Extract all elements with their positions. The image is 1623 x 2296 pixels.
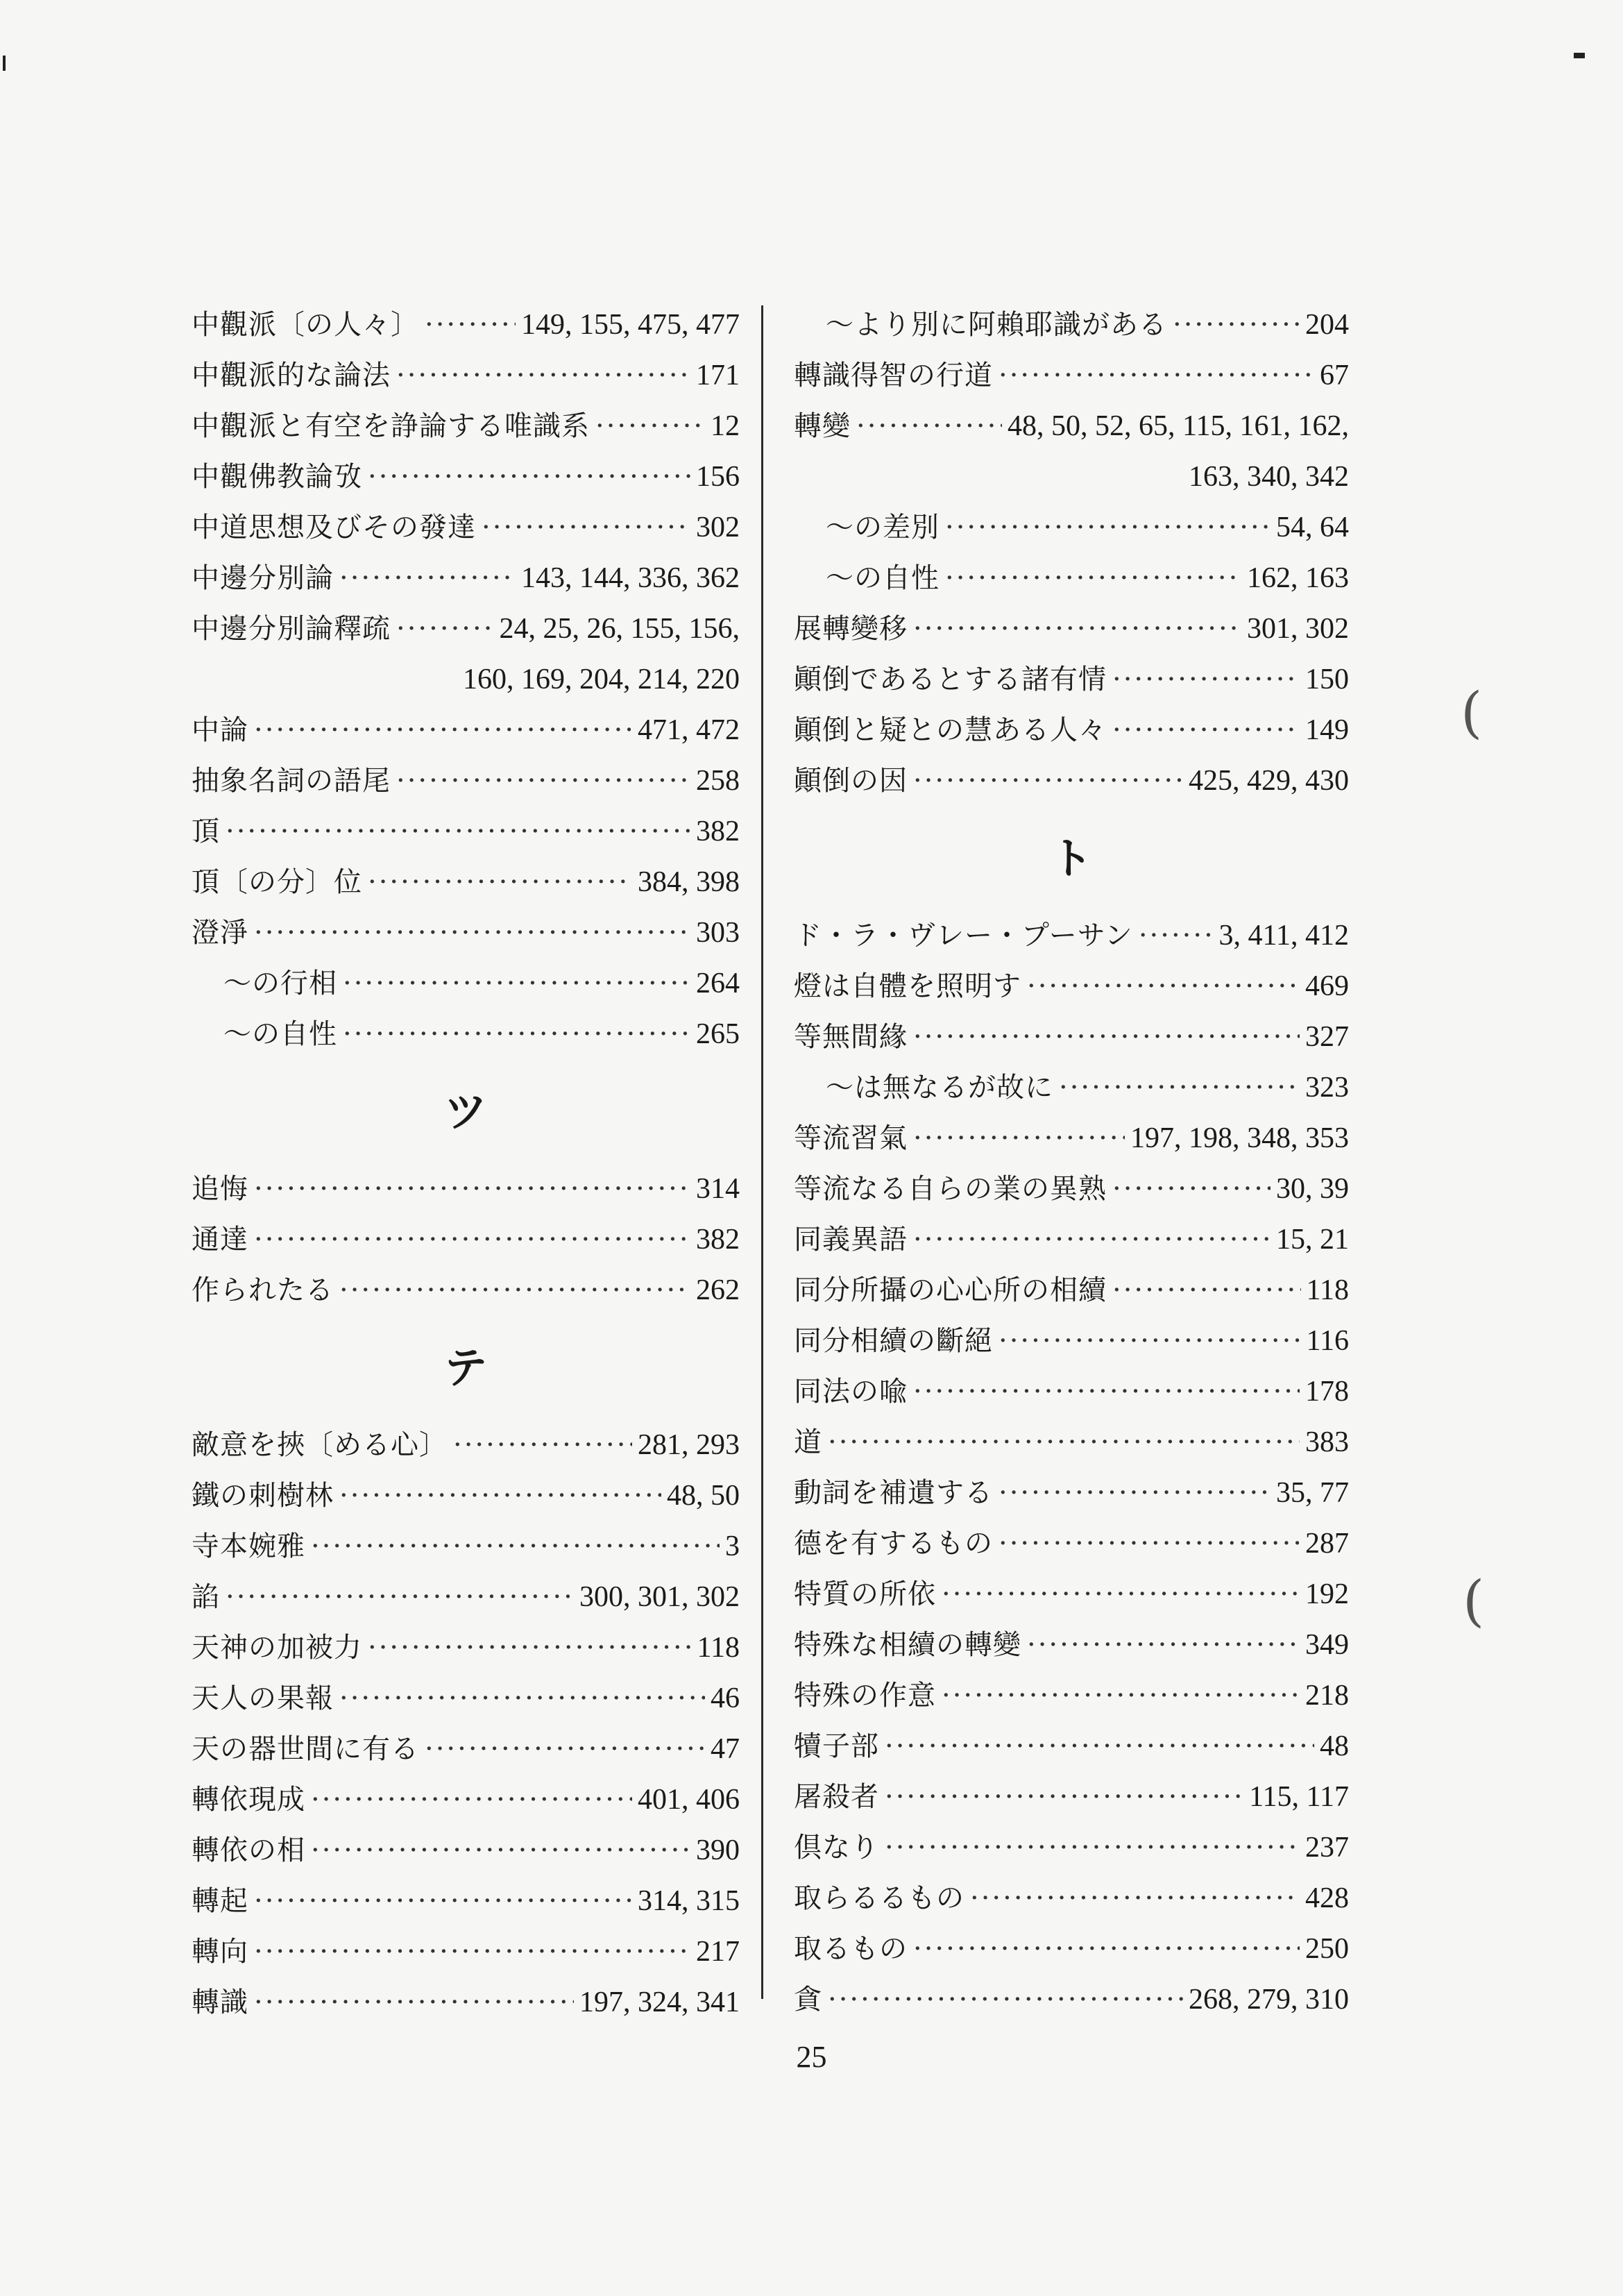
- index-entry: [192, 1724, 740, 1775]
- entry-term: 顚倒と疑との慧ある人々: [794, 714, 1107, 746]
- entry-pages: 118: [697, 1632, 740, 1664]
- entry-pages: 204: [1305, 309, 1349, 341]
- dot-leader: [856, 401, 1002, 452]
- entry-pages: 115, 117: [1249, 1781, 1349, 1813]
- dot-leader: [913, 1113, 1125, 1164]
- entry-pages: 281, 293: [638, 1429, 740, 1461]
- index-entry: [794, 1975, 1349, 2025]
- entry-term: 轉起: [192, 1885, 248, 1917]
- dot-leader: [343, 959, 690, 1009]
- entry-term: 頂: [192, 816, 220, 847]
- index-entry: [794, 604, 1349, 655]
- index-entry: [794, 1671, 1349, 1721]
- dot-leader: [482, 503, 690, 553]
- dot-leader: [913, 1924, 1300, 1975]
- index-entry: [192, 401, 740, 452]
- entry-pages: 237: [1305, 1832, 1349, 1864]
- index-entry: [192, 857, 740, 908]
- index-entry: [192, 553, 740, 604]
- entry-term: 取るもの: [794, 1933, 908, 1965]
- dot-leader: [254, 908, 690, 959]
- dot-leader: [1139, 911, 1214, 961]
- index-entry: [192, 1572, 740, 1623]
- entry-term: 轉向: [192, 1936, 248, 1968]
- index-subentry: [794, 553, 1349, 604]
- entry-pages: 12: [711, 410, 740, 442]
- entry-term: 同義異語: [794, 1224, 908, 1256]
- dot-leader: [1112, 705, 1300, 756]
- entry-pages: 54, 64: [1276, 512, 1349, 543]
- entry-term: 等無間緣: [794, 1021, 908, 1053]
- index-entry: [794, 1924, 1349, 1975]
- dot-leader: [999, 1468, 1271, 1519]
- index-entry: [192, 1876, 740, 1927]
- index-entry: [794, 1569, 1349, 1620]
- entry-pages: 48, 50, 52, 65, 115, 161, 162,: [1008, 410, 1349, 442]
- entry-pages: 149: [1305, 714, 1349, 746]
- entry-term: 轉依の相: [192, 1834, 305, 1866]
- dot-leader: [885, 1823, 1300, 1873]
- dot-leader: [913, 1012, 1300, 1063]
- index-subentry: [794, 1063, 1349, 1113]
- dot-leader: [885, 1772, 1243, 1823]
- dot-leader: [945, 503, 1271, 553]
- dot-leader: [1173, 300, 1300, 351]
- entry-pages: 3, 411, 412: [1218, 920, 1349, 952]
- entry-term: ～の差別: [826, 512, 940, 543]
- entry-pages: 469: [1305, 970, 1349, 1002]
- entry-term: 轉識得智の行道: [794, 360, 993, 391]
- dot-leader: [425, 1724, 705, 1775]
- entry-pages: 47: [711, 1733, 740, 1765]
- entry-term: 特質の所依: [794, 1578, 936, 1610]
- dot-leader: [339, 1265, 690, 1316]
- entry-pages: 35, 77: [1276, 1477, 1349, 1509]
- entry-pages: 118: [1306, 1274, 1349, 1306]
- dot-leader: [913, 1367, 1300, 1417]
- index-entry: [192, 503, 740, 553]
- dot-leader: [226, 807, 690, 857]
- entry-continuation-pages: 160, 169, 204, 214, 220: [463, 664, 740, 695]
- entry-term: 中觀派〔の人々〕: [192, 309, 419, 341]
- entry-term: ～の自性: [826, 562, 940, 594]
- entry-pages: 314, 315: [638, 1885, 740, 1917]
- dot-leader: [913, 1215, 1271, 1265]
- entry-term: ～は無なるが故に: [826, 1072, 1053, 1104]
- entry-pages: 425, 429, 430: [1189, 765, 1349, 797]
- dot-leader: [254, 1977, 574, 2028]
- entry-pages: 217: [696, 1936, 740, 1968]
- index-entry: [192, 1471, 740, 1521]
- entry-pages: 162, 163: [1247, 562, 1349, 594]
- index-entry: [192, 1521, 740, 1572]
- index-subentry: [192, 1009, 740, 1060]
- index-entry: [794, 1823, 1349, 1873]
- entry-term: 同分所攝の心心所の相續: [794, 1274, 1107, 1306]
- entry-pages: 303: [696, 917, 740, 949]
- dot-leader: [828, 1417, 1300, 1468]
- entry-term: 追悔: [192, 1173, 248, 1205]
- index-entry: [794, 1468, 1349, 1519]
- entry-term: 中論: [192, 714, 248, 746]
- entry-term: 通達: [192, 1224, 248, 1256]
- entry-pages: 314: [696, 1173, 740, 1205]
- index-entry: [794, 401, 1349, 452]
- dot-leader: [254, 1215, 690, 1265]
- entry-term: 天の器世間に有る: [192, 1733, 419, 1765]
- entry-pages: 301, 302: [1247, 613, 1349, 645]
- index-column-right: [794, 300, 1349, 2025]
- entry-term: 德を有するもの: [794, 1528, 993, 1560]
- dot-leader: [311, 1521, 720, 1572]
- index-entry: [192, 1265, 740, 1316]
- entry-term: 犢子部: [794, 1730, 879, 1762]
- entry-term: ド・ラ・ヴレー・プーサン: [794, 920, 1133, 952]
- index-entry: [192, 1775, 740, 1825]
- entry-term: 中觀派と有空を諍論する唯識系: [192, 410, 590, 442]
- entry-term: 諂: [192, 1581, 220, 1613]
- entry-pages: 265: [696, 1018, 740, 1050]
- dot-leader: [368, 452, 690, 503]
- index-entry: [192, 351, 740, 401]
- entry-pages: 302: [696, 512, 740, 543]
- dot-leader: [1027, 1620, 1300, 1671]
- entry-term: ～より別に阿賴耶識がある: [826, 309, 1167, 341]
- entry-term: 寺本婉雅: [192, 1530, 305, 1562]
- index-entry: [794, 1519, 1349, 1569]
- entry-pages: 30, 39: [1276, 1173, 1349, 1205]
- column-divider: [761, 305, 763, 1999]
- dot-leader: [425, 300, 516, 351]
- index-entry: [794, 1113, 1349, 1164]
- entry-pages: 178: [1305, 1376, 1349, 1408]
- dot-leader: [396, 351, 690, 401]
- entry-pages: 327: [1305, 1021, 1349, 1053]
- entry-term: 天人の果報: [192, 1682, 334, 1714]
- entry-pages: 192: [1305, 1578, 1349, 1610]
- dot-leader: [913, 604, 1241, 655]
- dot-leader: [311, 1825, 690, 1876]
- entry-term: 燈は自體を照明す: [794, 970, 1021, 1002]
- index-column-left: [192, 300, 740, 2028]
- index-entry: [192, 604, 740, 655]
- index-entry: [192, 908, 740, 959]
- entry-pages: 197, 198, 348, 353: [1130, 1122, 1349, 1154]
- margin-paren-mark: (: [1461, 680, 1483, 745]
- entry-term: 頂〔の分〕位: [192, 866, 362, 898]
- entry-pages: 471, 472: [638, 714, 740, 746]
- entry-pages: 287: [1305, 1528, 1349, 1560]
- entry-pages: 171: [696, 360, 740, 391]
- dot-leader: [999, 351, 1314, 401]
- entry-term: ～の自性: [223, 1018, 337, 1050]
- index-entry: [192, 1927, 740, 1977]
- dot-leader: [913, 756, 1183, 807]
- entry-term: 轉識: [192, 1986, 248, 2018]
- entry-pages: 349: [1305, 1629, 1349, 1661]
- entry-pages: 323: [1305, 1072, 1349, 1104]
- index-entry: [794, 351, 1349, 401]
- dot-leader: [254, 1164, 690, 1215]
- index-entry: [192, 1420, 740, 1471]
- entry-term: 同分相續の斷絕: [794, 1325, 993, 1357]
- index-entry: [192, 452, 740, 503]
- dot-leader: [311, 1775, 632, 1825]
- dot-leader: [254, 1927, 690, 1977]
- dot-leader: [396, 604, 494, 655]
- index-entry: [794, 1721, 1349, 1772]
- entry-pages: 401, 406: [638, 1784, 740, 1816]
- index-entry: [794, 1316, 1349, 1367]
- index-entry: [192, 1673, 740, 1724]
- entry-pages: 384, 398: [638, 866, 740, 898]
- dot-leader: [1112, 1164, 1271, 1215]
- entry-pages: 268, 279, 310: [1189, 1984, 1349, 2016]
- index-entry: [794, 756, 1349, 807]
- index-entry: [794, 1265, 1349, 1316]
- entry-pages: 264: [696, 968, 740, 999]
- dot-leader: [254, 1876, 632, 1927]
- entry-term: 等流なる自らの業の異熟: [794, 1173, 1107, 1205]
- entry-term: 取らるるもの: [794, 1882, 965, 1914]
- entry-pages: 143, 144, 336, 362: [521, 562, 740, 594]
- index-entry: [794, 911, 1349, 961]
- entry-pages: 48: [1320, 1730, 1349, 1762]
- index-subentry: [192, 959, 740, 1009]
- entry-term: 等流習氣: [794, 1122, 908, 1154]
- entry-pages: 382: [696, 1224, 740, 1256]
- entry-pages: 24, 25, 26, 155, 156,: [499, 613, 740, 645]
- entry-continuation-pages: 163, 340, 342: [1189, 461, 1349, 493]
- index-entry: [794, 961, 1349, 1012]
- section-heading: ツ: [443, 1086, 487, 1137]
- dot-leader: [226, 1572, 574, 1623]
- dot-leader: [453, 1420, 632, 1471]
- index-entry: [794, 1367, 1349, 1417]
- entry-pages: 156: [696, 461, 740, 493]
- index-subentry: [794, 503, 1349, 553]
- dot-leader: [396, 756, 690, 807]
- dot-leader: [999, 1316, 1301, 1367]
- index-entry: [794, 1215, 1349, 1265]
- scan-mark-top-left: [3, 56, 6, 71]
- dot-leader: [368, 857, 632, 908]
- dot-leader: [1027, 961, 1300, 1012]
- page-number: 25: [796, 2040, 827, 2074]
- entry-term: 敵意を挾〔める心〕: [192, 1429, 448, 1461]
- entry-term: ～の行相: [223, 968, 337, 999]
- entry-pages: 390: [696, 1834, 740, 1866]
- dot-leader: [339, 1471, 661, 1521]
- entry-term: 特殊の作意: [794, 1680, 936, 1712]
- dot-leader: [942, 1671, 1300, 1721]
- entry-term: 動詞を補遺する: [794, 1477, 993, 1509]
- dot-leader: [999, 1519, 1300, 1569]
- dot-leader: [1112, 1265, 1301, 1316]
- entry-term: 中邊分別論釋疏: [192, 613, 391, 645]
- index-entry: [794, 1164, 1349, 1215]
- entry-pages: 15, 21: [1276, 1224, 1349, 1256]
- entry-term: 中觀佛教論攷: [192, 461, 362, 493]
- entry-term: 倶なり: [794, 1832, 879, 1864]
- dot-leader: [942, 1569, 1300, 1620]
- index-entry: [192, 1977, 740, 2028]
- dot-leader: [1059, 1063, 1300, 1113]
- entry-pages: 197, 324, 341: [579, 1986, 740, 2018]
- entry-term: 屠殺者: [794, 1781, 879, 1813]
- entry-pages: 258: [696, 765, 740, 797]
- index-entry: [192, 300, 740, 351]
- index-entry: [794, 1012, 1349, 1063]
- dot-leader: [339, 1673, 705, 1724]
- scan-mark-top-right: [1574, 53, 1585, 58]
- entry-pages: 149, 155, 475, 477: [521, 309, 740, 341]
- entry-term: 顚倒であるとする諸有情: [794, 664, 1107, 695]
- entry-term: 同法の喩: [794, 1376, 908, 1408]
- entry-pages: 3: [725, 1530, 740, 1562]
- dot-leader: [945, 553, 1241, 604]
- entry-pages: 262: [696, 1274, 740, 1306]
- entry-pages: 46: [711, 1682, 740, 1714]
- entry-term: 轉依現成: [192, 1784, 305, 1816]
- index-subentry: [794, 300, 1349, 351]
- index-entry: [192, 705, 740, 756]
- entry-pages: 382: [696, 816, 740, 847]
- dot-leader: [368, 1623, 692, 1673]
- index-entry: [192, 807, 740, 857]
- dot-leader: [1112, 655, 1300, 705]
- entry-pages: 428: [1305, 1882, 1349, 1914]
- entry-pages: 67: [1320, 360, 1349, 391]
- index-entry: [794, 655, 1349, 705]
- section-heading: テ: [443, 1342, 487, 1393]
- entry-term: 作られたる: [192, 1274, 334, 1306]
- entry-pages: 116: [1306, 1325, 1349, 1357]
- dot-leader: [339, 553, 516, 604]
- entry-pages: 48, 50: [667, 1480, 740, 1512]
- dot-leader: [595, 401, 705, 452]
- dot-leader: [970, 1873, 1300, 1924]
- index-entry: [794, 1873, 1349, 1924]
- entry-term: 抽象名詞の語尾: [192, 765, 391, 797]
- index-entry: [192, 756, 740, 807]
- index-entry: [192, 1623, 740, 1673]
- entry-term: 中道思想及びその發達: [192, 512, 476, 543]
- dot-leader: [828, 1975, 1183, 2025]
- index-entry: [794, 1620, 1349, 1671]
- entry-term: 鐵の刺樹林: [192, 1480, 334, 1512]
- entry-term: 中邊分別論: [192, 562, 334, 594]
- entry-term: 中觀派的な論法: [192, 360, 391, 391]
- index-entry: [192, 1215, 740, 1265]
- dot-leader: [885, 1721, 1314, 1772]
- dot-leader: [343, 1009, 690, 1060]
- margin-paren-mark: (: [1463, 1569, 1485, 1633]
- entry-term: 特殊な相續の轉變: [794, 1629, 1021, 1661]
- entry-term: 轉變: [794, 410, 851, 442]
- entry-pages: 218: [1305, 1680, 1349, 1712]
- entry-term: 澄淨: [192, 917, 248, 949]
- entry-pages: 250: [1305, 1933, 1349, 1965]
- index-entry: [794, 1772, 1349, 1823]
- entry-pages: 300, 301, 302: [579, 1581, 740, 1613]
- dot-leader: [254, 705, 632, 756]
- entry-term: 展轉變移: [794, 613, 908, 645]
- entry-pages: 150: [1305, 664, 1349, 695]
- entry-pages: 383: [1305, 1426, 1349, 1458]
- entry-term: 道: [794, 1426, 822, 1458]
- index-entry: [794, 1417, 1349, 1468]
- entry-term: 顚倒の因: [794, 765, 908, 797]
- index-entry: [794, 705, 1349, 756]
- index-entry: [192, 1825, 740, 1876]
- entry-term: 天神の加被力: [192, 1632, 362, 1664]
- index-entry: [192, 1164, 740, 1215]
- entry-term: 貪: [794, 1984, 822, 2016]
- section-heading: ト: [1049, 833, 1093, 884]
